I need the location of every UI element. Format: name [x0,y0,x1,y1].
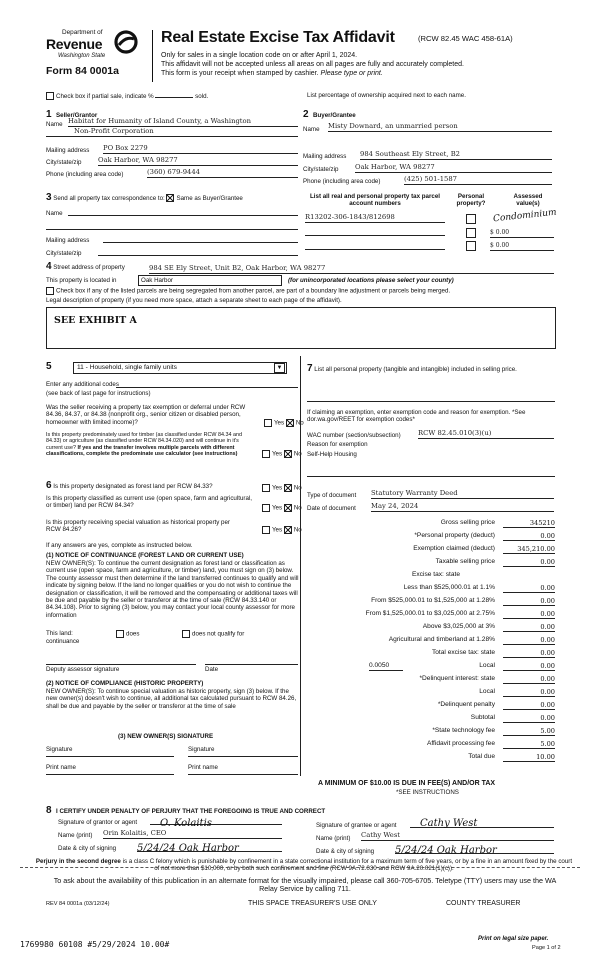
does-not-label: does not qualify for [192,630,245,638]
assessed-value-2[interactable]: $ 0.00 [490,229,554,238]
calc-value[interactable]: 345,210.00 [503,544,555,554]
perjury-text: is a class C felony which is punishable by confinement in a state correctional institution for a maximum term of five years, or by a fine in an amount fixed by the court of not more than $10,000, or by both such confinement and fine (RCW 9A.72.030 and RCW 9A.20.021(1)(c)). [120,858,573,873]
calc-value[interactable]: 345210 [503,518,555,528]
historic-yes-checkbox[interactable] [262,526,270,534]
seller-heading-label: Seller/Grantor [56,112,98,119]
calc-label: Exemption claimed (deduct) [413,545,495,552]
yes-label: Yes [274,419,285,427]
dor-logo [46,27,150,83]
no-label-4: No [293,504,302,512]
calc-row [297,648,555,659]
grantor-date-label: Date & city of signing [58,845,117,852]
grantor-name-label: Name (print) [58,832,93,839]
owner-print-line-2[interactable] [188,773,298,775]
calc-row [297,622,555,633]
calc-row [297,739,555,750]
perforation-line [20,867,580,868]
does-option [116,630,139,638]
ownership-pct-note: List percentage of ownership acquired next to each name. [307,92,466,99]
personal-property-checkbox-2[interactable] [466,228,476,238]
grantor-date-city: 5/24/24 Oak Harbor [137,843,239,854]
timber-question [46,432,256,458]
parcel-number-field-3[interactable] [305,248,445,250]
calc-label: Subtotal [470,714,495,721]
partial-sale-percent-field[interactable] [155,91,193,98]
doc-date-field[interactable]: May 24, 2024 [371,502,554,512]
timber-question-b: If yes and the transfer involves multiple parcels with different classifications, complete the predominate use calculator (see instructions) [46,444,238,458]
same-as-buyer-checkbox[interactable] [166,194,174,202]
calc-label: *Personal property (deduct) [414,532,495,539]
calc-row [297,687,555,698]
sec3-name-field-line2[interactable] [46,228,298,230]
located-in-select[interactable]: Oak Harbor [138,275,282,286]
parcel-col-header: List all real and personal property tax parcel account numbers [310,193,440,208]
calc-value[interactable]: 0.00 [503,674,555,684]
yes-label-4: Yes [272,504,283,512]
buyer-name-label: Name [303,126,320,133]
sec7-text: List all personal property (tangible and intangible) included in selling price. [314,366,517,373]
historic-answer [262,526,302,534]
timber-question-a: Is this property predominately used for timber (as classified under RCW 84.34 and 84.33) or agriculture (as classified under RCW 84.34.020) and will continue in it's current use? [46,432,242,451]
parcel-number-field[interactable]: R13202-306-1843/812698 [305,213,445,223]
accessibility-notice: To ask about the availability of this publication in an alternate format for the visually impaired, please call 360-705-6705. Teletype (TTY) users may use the WA Relay Service by calling 711. [53,876,557,894]
calc-label: Affidavit processing fee [426,740,495,747]
no-label-3: No [293,484,302,492]
legal-paper-note: Print on legal size paper. [478,936,549,942]
grantor-name-field[interactable]: Orin Kolaitis, CEO [103,829,282,839]
seller-name-line1: Habitat for Humanity of Island County, a Washington [68,117,252,125]
seller-name-line2: Non-Profit Corporation [74,127,154,135]
legal-description-text: SEE EXHIBIT A [54,315,137,326]
calc-label: Above $3,025,000 at 3% [422,623,495,630]
dept-line: Department of [62,29,103,36]
assessed-col-header: Assessed value(s) [513,193,543,208]
calc-label: Agricultural and timberland at 1.28% [388,636,495,643]
deputy-date-label: Date [205,666,219,673]
header-divider [152,30,153,82]
grantee-date-label: Date & city of signing [316,848,375,855]
exemption-answer [264,419,304,427]
calc-row [297,544,555,555]
same-as-buyer-label: Same as Buyer/Grantee [176,195,243,202]
revision-label: REV 84 0001a (03/12/24) [46,901,110,907]
parcel-number-field-2[interactable] [305,234,445,236]
forest-land-question [46,482,213,490]
page-number: Page 1 of 2 [532,945,561,951]
grantor-signature: O. Kolaitis [160,818,212,829]
buyer-phone-field[interactable]: (425) 501-1587 [404,175,552,185]
deputy-date-line[interactable] [205,663,298,665]
tax-correspondence-row [46,194,243,202]
owner-signature-line-1[interactable] [46,755,174,757]
legal-desc-label: Legal description of property (if you need more space, attach a separate sheet to each page of the affidavit). [46,297,342,304]
assessed-value-3[interactable]: $ 0.00 [490,242,554,251]
partial-sale-row [46,91,208,100]
calc-value[interactable]: 0.00 [503,583,555,593]
print-name-label-1: Print name [46,764,76,771]
grantee-date-field[interactable] [395,840,554,854]
seller-number: 1 [46,109,52,120]
buyer-heading [303,104,356,122]
personal-property-note [307,365,555,373]
calc-row [297,674,555,685]
does-not-checkbox[interactable] [182,630,190,638]
see-instructions-note: *SEE INSTRUCTIONS [396,789,459,796]
does-checkbox[interactable] [116,630,124,638]
calc-label: *Delinquent penalty [437,701,495,708]
street-address-field[interactable]: 984 SE Ely Street, Unit B2, Oak Harbor, WA 98277 [149,264,554,274]
calc-label: Taxable selling price [435,558,495,565]
calc-row [297,726,555,737]
historic-no-checkbox[interactable] [284,526,292,534]
notice-compliance-body: NEW OWNER(S): To continue special valuation as historic property, sign (3) below. If the new owner(s) doesn't wish to continue, all additional tax calculated pursuant to RCW 84.26, shall be due and payable by the seller or transferor at the time of sale [46,688,297,710]
calc-value[interactable]: 0.00 [503,661,555,671]
timber-answer [262,450,302,458]
grantor-sig-label: Signature of grantor or agent [58,819,138,826]
buyer-heading-label: Buyer/Grantee [313,112,356,119]
buyer-phone-label: Phone (including area code) [303,178,381,185]
yes-label-3: Yes [272,484,283,492]
seller-name-field[interactable] [68,117,298,127]
calc-row [297,635,555,646]
calc-row [297,557,555,568]
signature-label-2: Signature [188,746,215,753]
owner-signature-line-2[interactable] [188,755,298,757]
sec3-city-label: City/state/zip [46,250,82,257]
buyer-mail-label: Mailing address [303,153,347,160]
calc-value[interactable]: 0.00 [503,596,555,606]
street-address-label: Street address of property [53,264,125,271]
buyer-number: 2 [303,109,309,120]
seller-mail-label: Mailing address [46,147,90,154]
wac-field[interactable]: RCW 82.45.010(3)(u) [418,429,554,439]
reason-label: Reason for exemption [307,441,368,448]
calc-value[interactable]: 0.00 [503,700,555,710]
dor-swoosh-icon [114,30,138,54]
calc-label: Excise tax: state [411,571,460,578]
calc-label: Local [479,662,495,669]
seller-phone-field[interactable]: (360) 679-9444 [147,168,298,178]
sec7-number: 7 [307,363,313,374]
land-use-code-select[interactable] [73,362,287,374]
calc-value[interactable]: 5.00 [503,726,555,736]
deputy-signature-line[interactable] [46,663,196,665]
calc-value[interactable]: 0.00 [503,648,555,658]
located-in-label: This property is located in [46,277,117,284]
partial-sale-checkbox[interactable] [46,92,54,100]
calc-row [297,700,555,711]
calc-label: Less than $525,000.01 at 1.1% [403,584,495,591]
grantee-sig-label: Signature of grantee or agent [316,822,397,829]
header-sub1: Only for sales in a single location code on or after April 1, 2024. [161,52,358,59]
calc-value[interactable]: 5.00 [503,739,555,749]
header-sub3-text: This form is your receipt when stamped by cashier. [161,70,319,77]
calc-label: From $1,525,000.01 to $3,025,000 at 2.75% [365,610,495,617]
notice-continuance-heading: (1) NOTICE OF CONTINUANCE (FOREST LAND OR CURRENT USE) [46,552,244,559]
grantor-signature-field[interactable] [150,813,282,829]
calc-row [297,531,555,542]
no-label-2: No [293,450,302,458]
wac-label: WAC number (section/subsection) [307,432,401,439]
grantee-signature-field[interactable] [410,813,554,828]
calc-label: *Delinquent interest: state [419,675,495,682]
sec3-name-label: Name [46,210,63,217]
calc-row [297,609,555,620]
calc-row [297,570,555,581]
print-name-label-2: Print name [188,764,218,771]
this-land-label: This land: [46,630,73,637]
exemption-yes-checkbox[interactable] [264,419,272,427]
form-title: Real Estate Excise Tax Affidavit [161,29,395,46]
calc-row [297,583,555,594]
doc-date-label: Date of document [307,505,356,512]
current-use-question: Is this property classified as current use (open space, farm and agricultural, or timber) land per RCW 84.34? [46,495,253,510]
additional-codes-label: Enter any additional codes [46,381,119,388]
reason-field-line2[interactable] [307,475,555,477]
assessed-value-1[interactable]: Condominium [492,207,558,225]
seller-phone-label: Phone (including area code) [46,171,124,178]
segregated-label: Check box if any of the listed parcels are being segregated from another parcel, are part of a boundary line adjustment or parcels being merged. [56,287,451,295]
calc-value[interactable]: 0.00 [503,531,555,541]
notice-continuance-body: NEW OWNER(S): To continue the current designation as forest land or classification as current use (open space, farm and agriculture, or timber) land, you must sign on (3) below. The county assessor must then determine if the land transferred continues to qualify and will indicate by signing below. If the land no longer qualifies or you do not wish to continue the designation or classification, it will be removed and the compensating or additional taxes will be due and payable by the seller or transferor at the time of sale (RCW 84.33.140 or 84.34.108). Prior to signing (3) below, you may contact your local county assessor for more information [46,560,299,619]
yes-label-5: Yes [272,526,283,534]
personal-property-checkbox-3[interactable] [466,241,476,251]
grantee-date-city: 5/24/24 Oak Harbor [395,845,497,856]
buyer-mail-field[interactable]: 984 Southeast Ely Street, B2 [360,150,552,160]
doc-type-label: Type of document [307,492,357,499]
partial-sold-label: sold. [195,93,209,100]
form-rcw: (RCW 82.45 WAC 458-61A) [418,34,513,43]
continuance-label: continuance [46,638,80,645]
seller-mail-field[interactable]: PO Box 2279 [103,144,298,154]
sec8-number: 8 [46,805,52,816]
exemption-question: Was the seller receiving a property tax exemption or deferral under RCW 84.36, 84.37, or 84.38 (nonprofit org., senior citizen or disabled person, homeowner with limited income)? [46,404,246,426]
if-yes-note: If any answers are yes, complete as instructed below. [46,542,193,549]
current-use-no-checkbox[interactable] [284,504,292,512]
does-label: does [126,630,140,638]
calc-label: Gross selling price [440,519,495,526]
calc-row [297,752,555,763]
certify-text: I CERTIFY UNDER PENALTY OF PERJURY THAT THE FOREGOING IS TRUE AND CORRECT [56,808,326,815]
deputy-signature-label: Deputy assessor signature [46,666,120,673]
located-in-note: (for unincorporated locations please select your county) [288,277,454,284]
segregated-row [46,287,450,295]
buyer-city-label: City/state/zip [303,166,339,173]
partial-sale-label: Check box if partial sale, indicate % [56,93,154,100]
timber-no-checkbox[interactable] [284,450,292,458]
calc-label: *State technology fee [432,727,495,734]
header-sub3 [161,70,383,78]
calc-value[interactable]: 0.00 [503,557,555,567]
land-use-code-value: 11 - Household, single family units [77,364,177,371]
yes-label-2: Yes [272,450,283,458]
calc-row [297,661,555,672]
calc-value[interactable]: 0.00 [503,713,555,723]
buyer-city-field[interactable]: Oak Harbor, WA 98277 [355,163,552,173]
sec3-mail-label: Mailing address [46,237,90,244]
seller-city-label: City/state/zip [46,159,82,166]
header-sub3-italic: Please type or print. [320,70,383,77]
form-number: Form 84 0001a [46,65,119,77]
sec3-city-field[interactable] [98,254,298,256]
forest-land-text: Is this property designated as forest land per RCW 84.33? [53,483,213,490]
cashier-stamp: 1769980 60108 #5/29/2024 10.00# [20,940,170,949]
notice-compliance-heading: (2) NOTICE OF COMPLIANCE (HISTORIC PROPERTY) [46,680,204,687]
exemption-claim-note: If claiming an exemption, enter exemption code and reason for exemption. *See dor.wa.gov/REET for exemption codes* [307,409,526,424]
calc-row [297,596,555,607]
seller-city-field[interactable]: Oak Harbor, WA 98277 [98,156,298,166]
perjury-bold: Perjury in the second degree [35,858,121,865]
personal-property-field[interactable] [307,400,555,402]
calc-value[interactable]: 0.00 [503,687,555,697]
grantee-name-label: Name (print) [316,835,351,842]
calc-value[interactable]: 0.00 [503,609,555,619]
sec6-number: 6 [46,480,52,491]
additional-codes-field[interactable] [116,386,298,388]
tax-calc-table [297,518,555,768]
timber-yes-checkbox[interactable] [262,450,270,458]
personal-col-header: Personal property? [456,193,486,208]
no-label-5: No [293,526,302,534]
reason-field[interactable]: Self-Help Housing [307,451,357,458]
calc-label: Total due [468,753,495,760]
exemption-no-checkbox[interactable] [286,419,294,427]
new-owner-signature-heading: (3) NEW OWNER(S) SIGNATURE [118,733,214,740]
state-line: Washington State [58,53,106,59]
forest-yes-checkbox[interactable] [262,484,270,492]
calc-label: From $525,000.01 to $1,525,000 at 1.28% [371,597,495,604]
sec4-number: 4 [46,261,52,272]
street-address-row [46,263,125,271]
grantor-date-field[interactable] [137,838,282,852]
forest-land-answer [262,484,302,492]
segregated-checkbox[interactable] [46,287,54,295]
minimum-due-note: A MINIMUM OF $10.00 IS DUE IN FEE(S) AND/OR TAX [318,780,496,787]
forest-no-checkbox[interactable] [284,484,292,492]
perjury-notice [34,858,574,873]
calc-value[interactable]: 10.00 [503,752,555,762]
revenue-word: Revenue [46,36,103,52]
calc-value[interactable]: 0.00 [503,635,555,645]
personal-property-checkbox-1[interactable] [466,214,476,224]
calc-label: Local [479,688,495,695]
calc-row [297,518,555,529]
signature-label-1: Signature [46,746,73,753]
grantee-name-field[interactable]: Cathy West [361,831,554,841]
sec3-number: 3 [46,192,52,203]
doc-type-field[interactable]: Statutory Warranty Deed [371,489,554,499]
grantee-signature: Cathy West [420,818,478,829]
treasurer-space-label: THIS SPACE TREASURER'S USE ONLY [248,900,377,907]
header-sub2: This affidavit will not be accepted unless all areas on all pages are fully and accurately completed. [161,61,464,68]
chevron-down-icon: ▼ [274,363,285,373]
buyer-name-field[interactable]: Misty Downard, an unmarried person [328,122,552,132]
calc-value[interactable]: 0.00 [503,622,555,632]
see-back-note: (see back of last page for instructions) [46,390,151,397]
local-rate: 0.0050 [369,661,403,671]
no-label: No [295,419,304,427]
sec3-text: Send all property tax correspondence to: [53,195,165,202]
sec3-name-field[interactable] [68,214,298,216]
legal-description-field[interactable] [46,307,556,349]
historic-question: Is this property receiving special valuation as historical property per RCW 84.26? [46,519,230,534]
calc-row [297,713,555,724]
sec3-mail-field[interactable] [103,241,298,243]
current-use-answer [262,504,302,512]
seller-name-field-line2[interactable] [46,127,298,137]
seller-name-label: Name [46,121,63,128]
owner-print-line-1[interactable] [46,773,174,775]
county-treasurer-label: COUNTY TREASURER [446,900,521,907]
does-not-option [182,630,244,638]
current-use-yes-checkbox[interactable] [262,504,270,512]
sec5-number: 5 [46,361,52,372]
calc-label: Total excise tax: state [431,649,495,656]
